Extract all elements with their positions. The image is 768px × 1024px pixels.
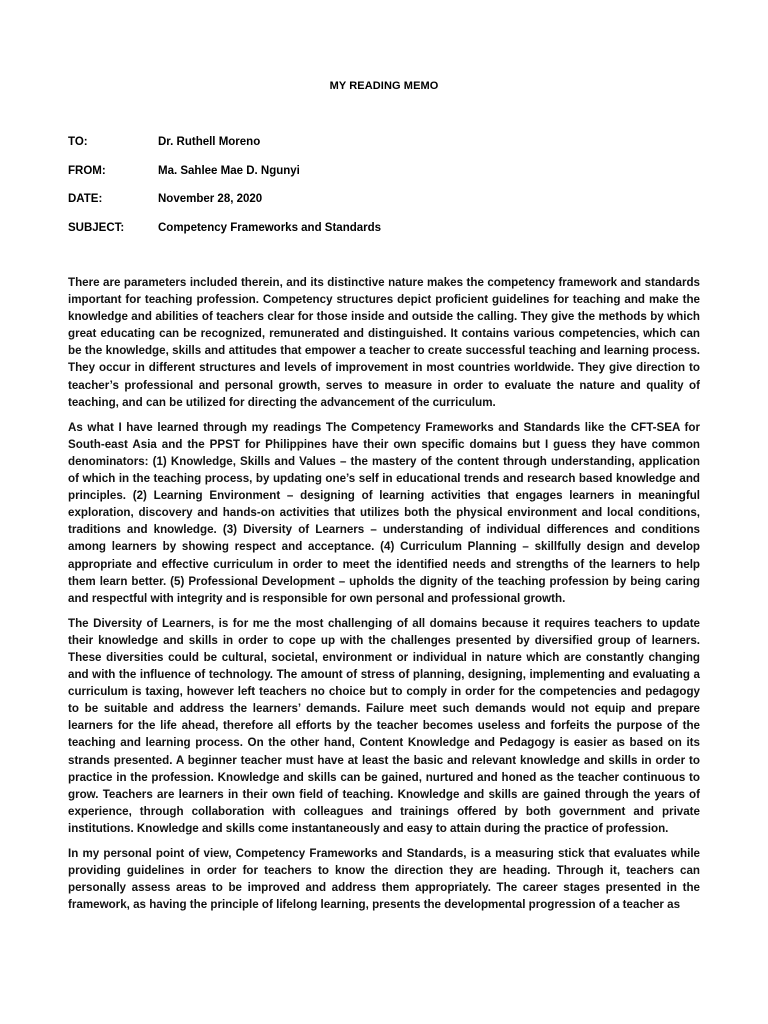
memo-body (68, 274, 700, 921)
subject-label: SUBJECT: (68, 221, 125, 234)
from-value: Ma. Sahlee Mae D. Ngunyi (158, 164, 300, 177)
subject-value: Competency Frameworks and Standards (158, 221, 382, 234)
date-value: November 28, 2020 (158, 193, 263, 206)
to-value: Dr. Ruthell Moreno (158, 136, 261, 148)
body-paragraph-2: As what I have learned through my readings The Competency Frameworks and Standards like the CFT-SEA for South-east Asia and the PPST for Philippines have their own specific domains but I guess they have common denominators: (1) Knowledge, Skills and Values – the mastery of the content through understanding, application of which in the teaching process, by updating one’s self in educational trends and research based knowledge and principles. (2) Learning Environment – designing of learning activities that engages learners in meaningful exploration, discovery and hands-on activities that utilizes both the physical environment and local conditions, traditions and knowledge. (3) Diversity of Learners – understanding of individual differences and conditions among learners by showing respect and acceptance. (4) Curriculum Planning – skillfully design and develop appropriate and effective curriculum in order to meet the identified needs and strengths of the learners to help them learn better. (5) Professional Development – upholds the dignity of the teaching profession by being caring and respectful with integrity and is responsible for own personal and professional growth. (68, 420, 700, 605)
body-paragraph-4: In my personal point of view, Competency Frameworks and Standards, is a measuring stick that evaluates while providing guidelines in order for teachers to know the direction they are heading. Through it, teachers can personally assess areas to be improved and address them appropriately. The career stages presented in the framework, as having the principle of lifelong learning, presents the developmental progression of a teacher as (68, 847, 700, 912)
memo-header (68, 136, 708, 250)
memo-title: MY READING MEMO (329, 80, 439, 92)
memo-date-row (68, 193, 708, 222)
memo-subject-row (68, 222, 708, 251)
memo-to-row (68, 136, 708, 165)
body-paragraph-1: There are parameters included therein, and its distinctive nature makes the competency framework and standards important for teaching profession. Competency structures depict proficient guidelines for teaching and make the knowledge and abilities of teachers clear for those inside and outside the calling. They give the methods by which great educating can be recognized, remunerated and distinguished. It contains various competencies, which can be the knowledge, skills and attitudes that empower a teacher to create successful teaching and learning process. They occur in different structures and levels of improvement in most countries worldwide. They give direction to teacher’s professional and personal growth, serves to measure in order to evaluate the nature and quality of teaching, and can be utilized for directing the advancement of the curriculum. (68, 276, 700, 409)
from-label: FROM: (68, 164, 106, 177)
date-label: DATE: (68, 193, 103, 206)
to-label: TO: (68, 136, 88, 148)
body-paragraph-3: The Diversity of Learners, is for me the most challenging of all domains because it requires teachers to update their knowledge and skills in order to cope up with the challenges presented by diversified group of learners. These diversities could be cultural, societal, environment or individual in nature which are constantly changing and with the influence of technology. The amount of stress of planning, designing, implementing and evaluating a curriculum is taxing, however left teachers no choice but to comply in order for the competencies and pedagogy to be suitable and address the learners’ demands. Failure meet such demands would not equip and prepare learners for the life ahead, therefore all efforts by the teacher becomes useless and forfeits the purpose of the teaching and learning process. On the other hand, Content Knowledge and Pedagogy is easier as based on its strands presented. A beginner teacher must have at least the basic and relevant knowledge and skills in order to practice in the profession. Knowledge and skills can be gained, nurtured and honed as the teacher continuous to grow. Teachers are learners in their own field of teaching. Knowledge and skills are gained through the years of experience, through collaboration with colleagues and trainings offered by both government and private institutions. Knowledge and skills come instantaneously and easy to attain during the practice of profession. (68, 616, 700, 835)
memo-from-row (68, 165, 708, 194)
